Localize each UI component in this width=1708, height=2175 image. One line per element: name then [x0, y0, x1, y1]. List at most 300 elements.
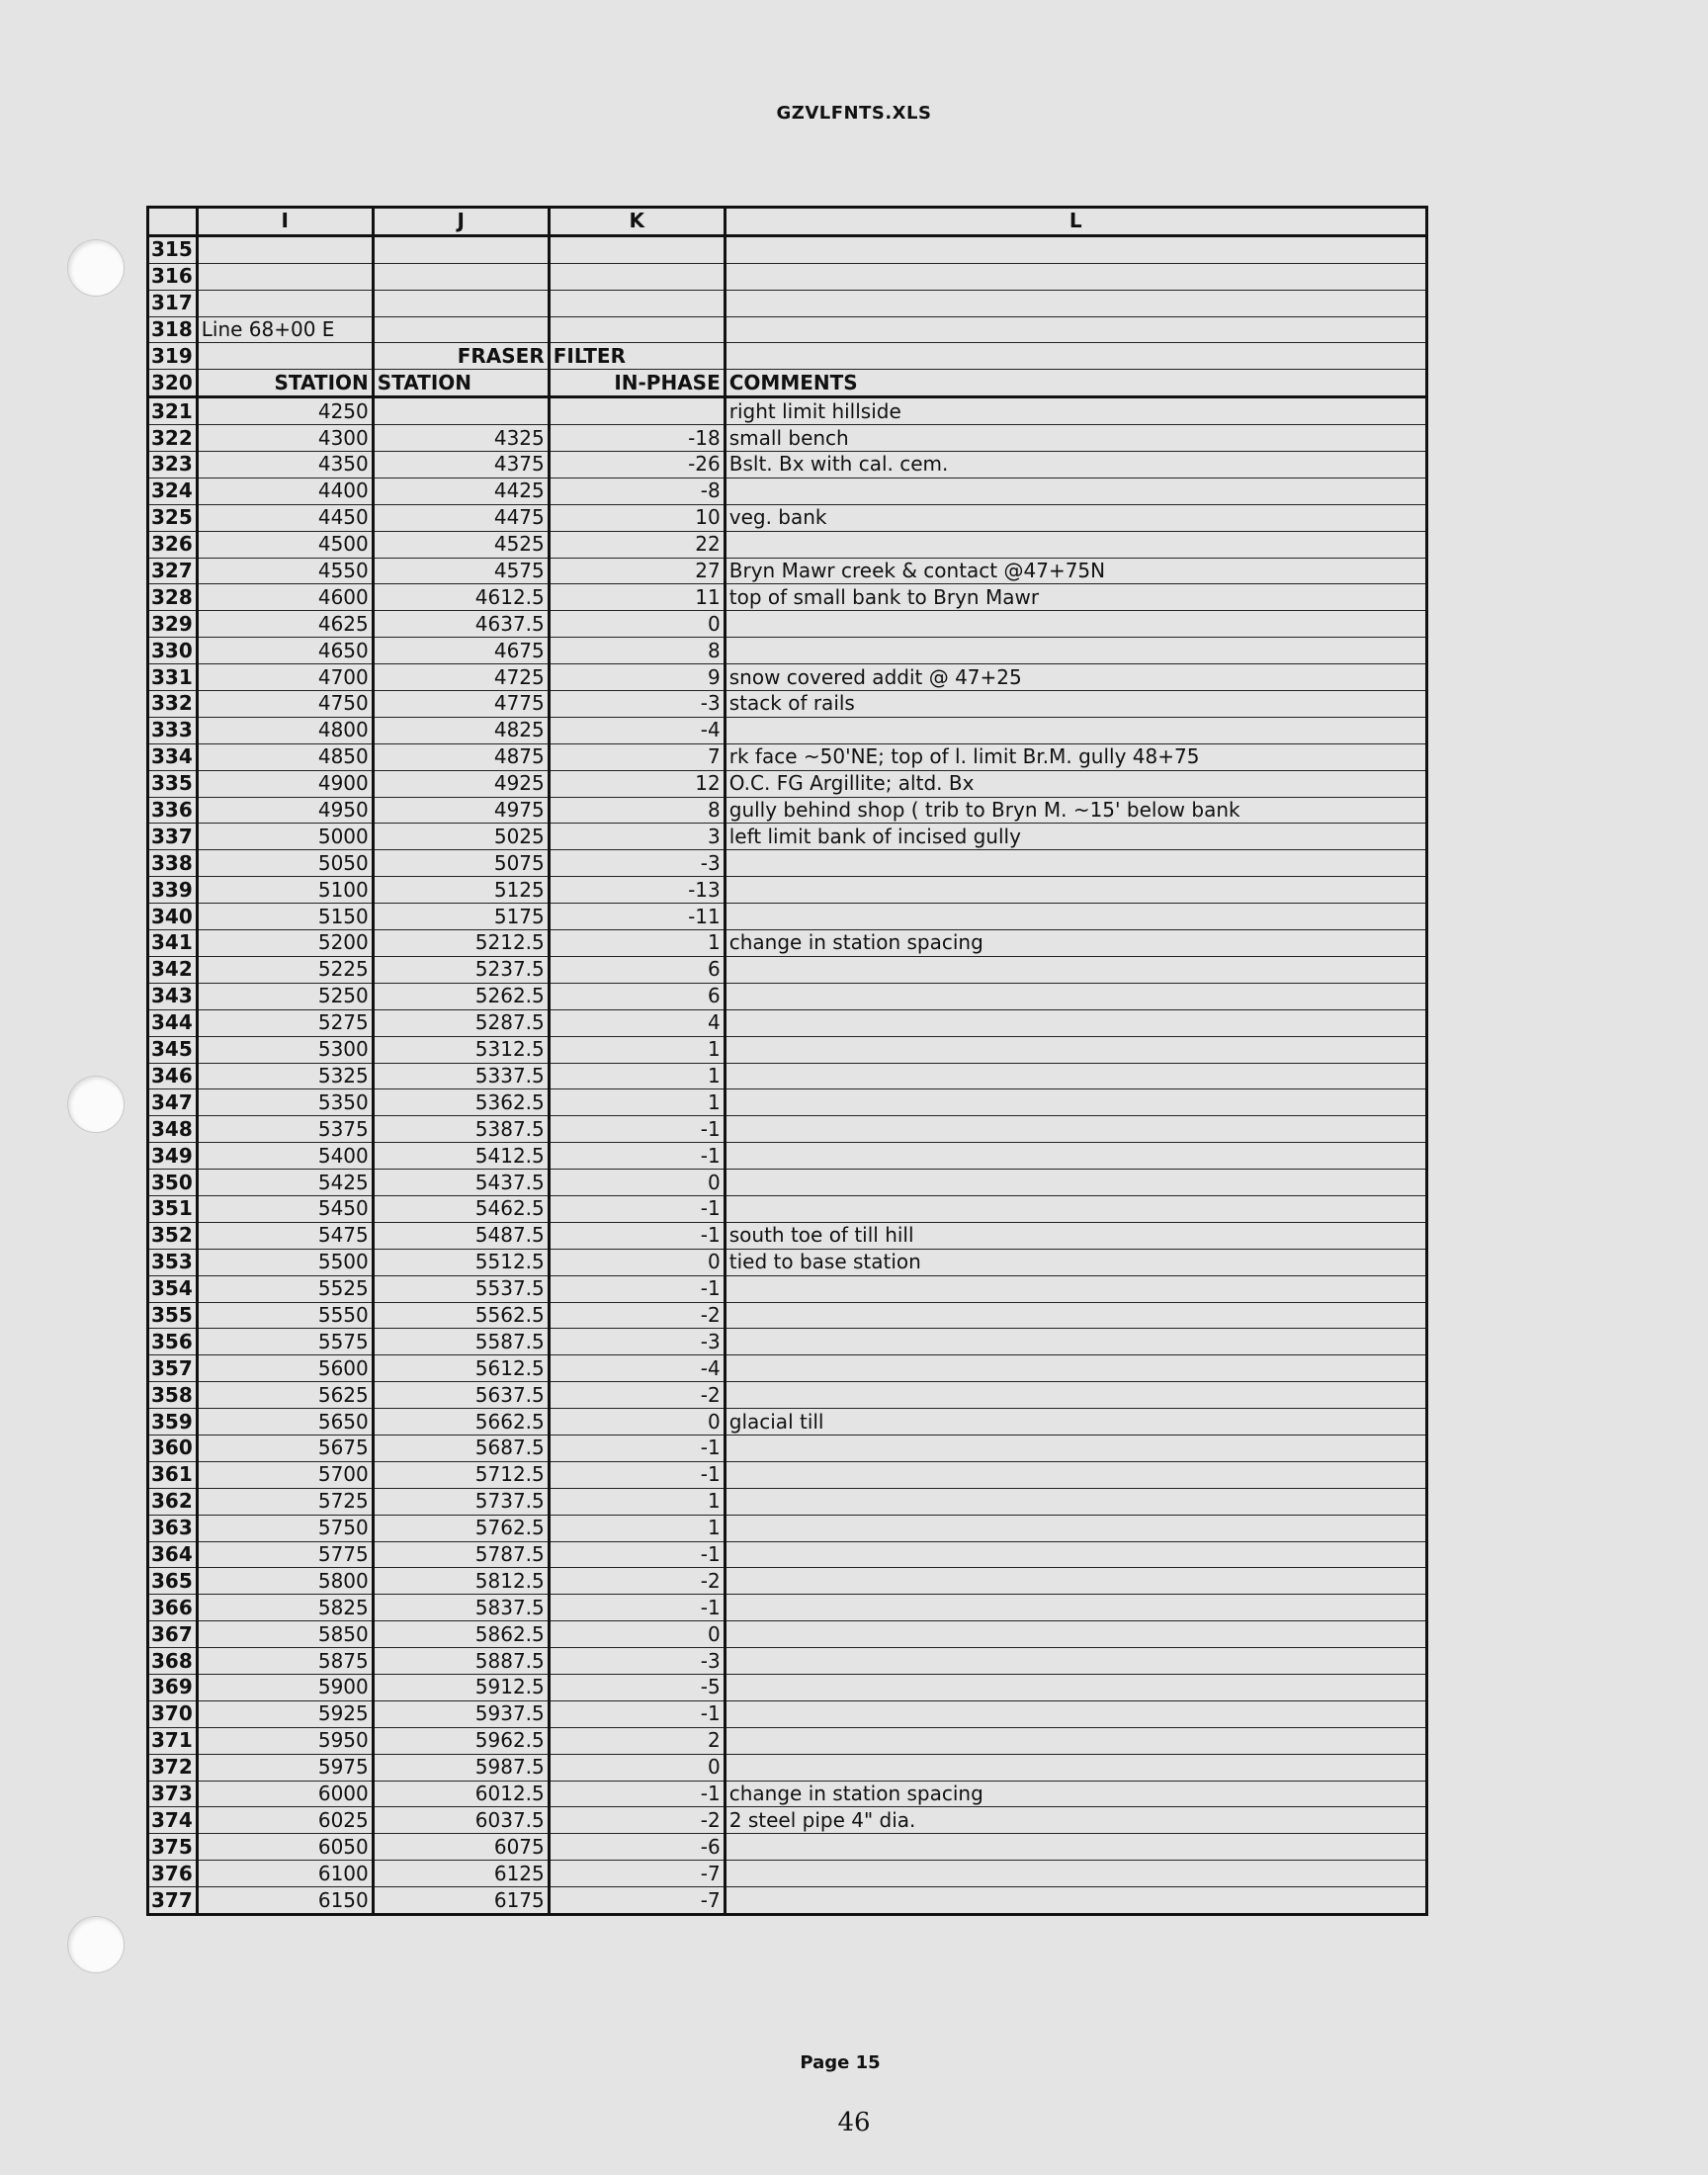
row-number: 336 — [148, 797, 198, 824]
table-row — [148, 1089, 1427, 1116]
table-row — [148, 1355, 1427, 1382]
corner-cell — [148, 208, 198, 236]
cell-comments: rk face ~50'NE; top of l. limit Br.M. gully 48+75 — [725, 743, 1426, 770]
cell-in-phase: 7 — [549, 743, 725, 770]
cell-fraser-station: 4525 — [373, 531, 549, 558]
table-row — [148, 1568, 1427, 1595]
cell-in-phase: 27 — [549, 558, 725, 584]
row-number: 327 — [148, 558, 198, 584]
table-row — [148, 290, 1427, 316]
cell-station: 5725 — [197, 1488, 373, 1515]
cell-in-phase: 6 — [549, 956, 725, 983]
table-row — [148, 664, 1427, 691]
cell-comments — [725, 1170, 1426, 1196]
row-number: 320 — [148, 370, 198, 397]
cell-comments: gully behind shop ( trib to Bryn M. ~15' below bank — [725, 797, 1426, 824]
table-row — [148, 904, 1427, 930]
cell-in-phase: -1 — [549, 1275, 725, 1302]
column-header-i: I — [197, 208, 373, 236]
row-number: 368 — [148, 1648, 198, 1675]
binder-hole — [67, 1076, 125, 1133]
row-number: 356 — [148, 1329, 198, 1355]
cell-in-phase: 0 — [549, 1409, 725, 1436]
cell-comments: small bench — [725, 425, 1426, 452]
cell-comments: veg. bank — [725, 504, 1426, 531]
cell-station: 4700 — [197, 664, 373, 691]
cell-station: 4650 — [197, 638, 373, 664]
cell-station: 4300 — [197, 425, 373, 452]
cell-fraser-station: 5262.5 — [373, 983, 549, 1009]
cell-in-phase: -1 — [549, 1222, 725, 1249]
cell-comments — [725, 1116, 1426, 1143]
cell-station: 5750 — [197, 1515, 373, 1541]
cell-in-phase: 1 — [549, 1063, 725, 1089]
cell-comments: 2 steel pipe 4" dia. — [725, 1807, 1426, 1834]
row-number: 377 — [148, 1887, 198, 1915]
row-number: 375 — [148, 1834, 198, 1861]
cell-comments: Bryn Mawr creek & contact @47+75N — [725, 558, 1426, 584]
row-number: 329 — [148, 611, 198, 638]
table-row — [148, 1409, 1427, 1436]
cell-in-phase: 11 — [549, 584, 725, 611]
cell-fraser-station: 5837.5 — [373, 1595, 549, 1621]
table-row — [148, 425, 1427, 452]
cell-comments — [725, 1541, 1426, 1568]
cell-station — [197, 290, 373, 316]
cell-comments — [725, 1861, 1426, 1887]
cell-station: 4800 — [197, 717, 373, 743]
row-number: 319 — [148, 343, 198, 370]
cell-station: 5550 — [197, 1302, 373, 1329]
cell-in-phase: 1 — [549, 1488, 725, 1515]
cell-in-phase: -3 — [549, 1329, 725, 1355]
file-title: GZVLFNTS.XLS — [776, 103, 932, 124]
table-row — [148, 397, 1427, 425]
cell-fraser-station: 5737.5 — [373, 1488, 549, 1515]
row-number: 332 — [148, 691, 198, 718]
table-row — [148, 263, 1427, 290]
cell-comments — [725, 717, 1426, 743]
row-number: 367 — [148, 1621, 198, 1648]
cell-station: 5950 — [197, 1727, 373, 1754]
row-number: 316 — [148, 263, 198, 290]
cell-fraser-station: 4425 — [373, 478, 549, 504]
cell-comments — [725, 1568, 1426, 1595]
cell-in-phase: 0 — [549, 1170, 725, 1196]
cell-fraser-station: 5812.5 — [373, 1568, 549, 1595]
cell-fraser-station: 5687.5 — [373, 1435, 549, 1461]
cell-station: STATION — [197, 370, 373, 397]
cell-comments — [725, 956, 1426, 983]
cell-fraser-station: 5125 — [373, 877, 549, 904]
row-number: 334 — [148, 743, 198, 770]
row-number: 338 — [148, 850, 198, 877]
cell-in-phase: -1 — [549, 1435, 725, 1461]
row-number: 364 — [148, 1541, 198, 1568]
cell-in-phase: -2 — [549, 1807, 725, 1834]
cell-in-phase: -18 — [549, 425, 725, 452]
table-row — [148, 316, 1427, 343]
cell-in-phase: -3 — [549, 850, 725, 877]
cell-in-phase — [549, 290, 725, 316]
cell-fraser-station: 4825 — [373, 717, 549, 743]
cell-in-phase: -3 — [549, 1648, 725, 1675]
cell-in-phase: -1 — [549, 1116, 725, 1143]
cell-fraser-station: 5075 — [373, 850, 549, 877]
row-number: 353 — [148, 1249, 198, 1275]
cell-station: 5325 — [197, 1063, 373, 1089]
row-number: 317 — [148, 290, 198, 316]
cell-comments — [725, 638, 1426, 664]
cell-fraser-station: 5987.5 — [373, 1754, 549, 1781]
row-number: 340 — [148, 904, 198, 930]
cell-in-phase: 2 — [549, 1727, 725, 1754]
row-number: 345 — [148, 1036, 198, 1063]
table-row — [148, 1541, 1427, 1568]
cell-station: 5200 — [197, 930, 373, 957]
cell-station: 4900 — [197, 770, 373, 797]
cell-comments: right limit hillside — [725, 397, 1426, 425]
row-number: 330 — [148, 638, 198, 664]
cell-fraser-station: 5287.5 — [373, 1009, 549, 1036]
cell-in-phase: -2 — [549, 1382, 725, 1409]
table-row — [148, 1834, 1427, 1861]
cell-station: 5275 — [197, 1009, 373, 1036]
cell-in-phase: -13 — [549, 877, 725, 904]
cell-fraser-station: 4725 — [373, 664, 549, 691]
row-number: 339 — [148, 877, 198, 904]
column-header-row — [148, 208, 1427, 236]
table-row — [148, 1143, 1427, 1170]
row-number: 376 — [148, 1861, 198, 1887]
cell-in-phase: -1 — [549, 1700, 725, 1727]
cell-in-phase: 1 — [549, 930, 725, 957]
table-row — [148, 983, 1427, 1009]
sheet-body — [148, 235, 1427, 1914]
table-row — [148, 1382, 1427, 1409]
row-number: 360 — [148, 1435, 198, 1461]
row-number: 331 — [148, 664, 198, 691]
cell-station: 5000 — [197, 824, 373, 850]
cell-in-phase: -8 — [549, 478, 725, 504]
cell-comments — [725, 1329, 1426, 1355]
cell-fraser-station: 6012.5 — [373, 1781, 549, 1807]
table-row — [148, 1807, 1427, 1834]
cell-comments: Bslt. Bx with cal. cem. — [725, 452, 1426, 478]
table-row — [148, 1754, 1427, 1781]
row-number: 372 — [148, 1754, 198, 1781]
cell-comments — [725, 1195, 1426, 1222]
row-number: 346 — [148, 1063, 198, 1089]
row-number: 344 — [148, 1009, 198, 1036]
cell-in-phase: -7 — [549, 1861, 725, 1887]
cell-station: 5650 — [197, 1409, 373, 1436]
cell-station: 4250 — [197, 397, 373, 425]
cell-fraser-station: 5312.5 — [373, 1036, 549, 1063]
cell-station: 5300 — [197, 1036, 373, 1063]
cell-comments — [725, 1834, 1426, 1861]
cell-in-phase: 1 — [549, 1089, 725, 1116]
cell-station: 5400 — [197, 1143, 373, 1170]
table-row — [148, 1674, 1427, 1700]
cell-comments — [725, 1700, 1426, 1727]
table-row — [148, 956, 1427, 983]
spreadsheet-table — [146, 206, 1428, 1916]
cell-fraser-station: 5587.5 — [373, 1329, 549, 1355]
cell-fraser-station: 5512.5 — [373, 1249, 549, 1275]
table-row — [148, 1515, 1427, 1541]
cell-station: 5350 — [197, 1089, 373, 1116]
cell-station: 5250 — [197, 983, 373, 1009]
binder-hole — [67, 1916, 125, 1973]
table-row — [148, 1275, 1427, 1302]
table-row — [148, 1861, 1427, 1887]
cell-fraser-station: 4925 — [373, 770, 549, 797]
cell-fraser-station: 5787.5 — [373, 1541, 549, 1568]
cell-comments — [725, 611, 1426, 638]
cell-station: 5425 — [197, 1170, 373, 1196]
cell-fraser-station: 4375 — [373, 452, 549, 478]
cell-comments — [725, 1595, 1426, 1621]
row-number: 355 — [148, 1302, 198, 1329]
cell-station: 5675 — [197, 1435, 373, 1461]
cell-comments — [725, 1648, 1426, 1675]
cell-in-phase: -26 — [549, 452, 725, 478]
cell-in-phase: 8 — [549, 638, 725, 664]
row-number: 370 — [148, 1700, 198, 1727]
cell-comments: south toe of till hill — [725, 1222, 1426, 1249]
cell-in-phase: -1 — [549, 1143, 725, 1170]
cell-in-phase: -2 — [549, 1568, 725, 1595]
cell-station: 5100 — [197, 877, 373, 904]
cell-station: 5150 — [197, 904, 373, 930]
row-number: 349 — [148, 1143, 198, 1170]
cell-comments — [725, 1009, 1426, 1036]
table-row — [148, 797, 1427, 824]
cell-fraser-station: 5762.5 — [373, 1515, 549, 1541]
cell-station: Line 68+00 E — [197, 316, 373, 343]
row-number: 347 — [148, 1089, 198, 1116]
cell-fraser-station: 4637.5 — [373, 611, 549, 638]
table-row — [148, 824, 1427, 850]
cell-comments — [725, 1302, 1426, 1329]
row-number: 333 — [148, 717, 198, 743]
row-number: 335 — [148, 770, 198, 797]
cell-fraser-station: 5412.5 — [373, 1143, 549, 1170]
row-number: 350 — [148, 1170, 198, 1196]
table-row — [148, 1249, 1427, 1275]
cell-fraser-station: 5437.5 — [373, 1170, 549, 1196]
cell-comments — [725, 1754, 1426, 1781]
row-number: 357 — [148, 1355, 198, 1382]
row-number: 348 — [148, 1116, 198, 1143]
cell-fraser-station — [373, 397, 549, 425]
cell-station: 4400 — [197, 478, 373, 504]
table-row — [148, 1195, 1427, 1222]
cell-in-phase: -4 — [549, 1355, 725, 1382]
cell-in-phase: 0 — [549, 1249, 725, 1275]
cell-comments — [725, 531, 1426, 558]
row-number: 369 — [148, 1674, 198, 1700]
table-row — [148, 504, 1427, 531]
column-header-l: L — [725, 208, 1426, 236]
cell-comments — [725, 850, 1426, 877]
cell-fraser-station: STATION — [373, 370, 549, 397]
cell-station: 6000 — [197, 1781, 373, 1807]
row-number: 358 — [148, 1382, 198, 1409]
row-number: 324 — [148, 478, 198, 504]
row-number: 323 — [148, 452, 198, 478]
cell-comments: glacial till — [725, 1409, 1426, 1436]
table-row — [148, 531, 1427, 558]
cell-comments: O.C. FG Argillite; altd. Bx — [725, 770, 1426, 797]
table-row — [148, 370, 1427, 397]
column-header-j: J — [373, 208, 549, 236]
cell-station — [197, 343, 373, 370]
table-row — [148, 1700, 1427, 1727]
cell-fraser-station: 5212.5 — [373, 930, 549, 957]
cell-in-phase: 4 — [549, 1009, 725, 1036]
cell-station: 5775 — [197, 1541, 373, 1568]
cell-fraser-station: 4875 — [373, 743, 549, 770]
table-row — [148, 1595, 1427, 1621]
cell-fraser-station: 5637.5 — [373, 1382, 549, 1409]
page-footer: Page 15 — [800, 2052, 881, 2073]
cell-comments — [725, 478, 1426, 504]
cell-comments — [725, 1435, 1426, 1461]
cell-in-phase: 1 — [549, 1036, 725, 1063]
cell-comments — [725, 1674, 1426, 1700]
table-row — [148, 638, 1427, 664]
row-number: 351 — [148, 1195, 198, 1222]
table-row — [148, 1116, 1427, 1143]
cell-fraser-station: 4575 — [373, 558, 549, 584]
cell-comments — [725, 877, 1426, 904]
cell-station: 5525 — [197, 1275, 373, 1302]
cell-fraser-station: 5662.5 — [373, 1409, 549, 1436]
cell-in-phase: -2 — [549, 1302, 725, 1329]
cell-station: 4850 — [197, 743, 373, 770]
cell-fraser-station: 5462.5 — [373, 1195, 549, 1222]
cell-comments: COMMENTS — [725, 370, 1426, 397]
row-number: 374 — [148, 1807, 198, 1834]
cell-fraser-station: 4475 — [373, 504, 549, 531]
table-row — [148, 1488, 1427, 1515]
table-row — [148, 1222, 1427, 1249]
cell-comments: change in station spacing — [725, 930, 1426, 957]
cell-station: 4450 — [197, 504, 373, 531]
cell-station — [197, 235, 373, 263]
cell-fraser-station: 5387.5 — [373, 1116, 549, 1143]
cell-station: 6150 — [197, 1887, 373, 1915]
table-row — [148, 452, 1427, 478]
cell-fraser-station: 5362.5 — [373, 1089, 549, 1116]
cell-in-phase: IN-PHASE — [549, 370, 725, 397]
cell-station: 5375 — [197, 1116, 373, 1143]
cell-fraser-station: 4775 — [373, 691, 549, 718]
cell-fraser-station: 5887.5 — [373, 1648, 549, 1675]
cell-comments — [725, 1887, 1426, 1915]
cell-fraser-station: 5337.5 — [373, 1063, 549, 1089]
row-number: 343 — [148, 983, 198, 1009]
cell-station: 5800 — [197, 1568, 373, 1595]
cell-in-phase: -1 — [549, 1195, 725, 1222]
table-row — [148, 235, 1427, 263]
table-row — [148, 1329, 1427, 1355]
cell-fraser-station: 5537.5 — [373, 1275, 549, 1302]
cell-fraser-station: 5175 — [373, 904, 549, 930]
cell-station: 4750 — [197, 691, 373, 718]
table-row — [148, 743, 1427, 770]
cell-in-phase: 6 — [549, 983, 725, 1009]
cell-comments — [725, 1461, 1426, 1488]
cell-station: 5850 — [197, 1621, 373, 1648]
cell-comments — [725, 983, 1426, 1009]
cell-in-phase: 10 — [549, 504, 725, 531]
row-number: 315 — [148, 235, 198, 263]
cell-fraser-station: 5912.5 — [373, 1674, 549, 1700]
cell-station: 5900 — [197, 1674, 373, 1700]
row-number: 337 — [148, 824, 198, 850]
cell-comments: stack of rails — [725, 691, 1426, 718]
cell-in-phase: -11 — [549, 904, 725, 930]
cell-station: 5050 — [197, 850, 373, 877]
cell-comments: tied to base station — [725, 1249, 1426, 1275]
row-number: 342 — [148, 956, 198, 983]
table-row — [148, 717, 1427, 743]
cell-station: 5450 — [197, 1195, 373, 1222]
cell-comments — [725, 904, 1426, 930]
cell-in-phase: FILTER — [549, 343, 725, 370]
table-row — [148, 1063, 1427, 1089]
cell-comments: top of small bank to Bryn Mawr — [725, 584, 1426, 611]
table-row — [148, 1302, 1427, 1329]
cell-in-phase: 12 — [549, 770, 725, 797]
row-number: 354 — [148, 1275, 198, 1302]
cell-fraser-station: 6125 — [373, 1861, 549, 1887]
page-number: 46 — [837, 2108, 871, 2137]
table-row — [148, 611, 1427, 638]
table-row — [148, 1461, 1427, 1488]
cell-station: 4550 — [197, 558, 373, 584]
table-row — [148, 1781, 1427, 1807]
row-number: 371 — [148, 1727, 198, 1754]
cell-comments — [725, 1089, 1426, 1116]
row-number: 365 — [148, 1568, 198, 1595]
column-header-k: K — [549, 208, 725, 236]
row-number: 326 — [148, 531, 198, 558]
cell-fraser-station: 6075 — [373, 1834, 549, 1861]
cell-comments — [725, 1515, 1426, 1541]
row-number: 322 — [148, 425, 198, 452]
cell-fraser-station: 6175 — [373, 1887, 549, 1915]
cell-station: 5825 — [197, 1595, 373, 1621]
table-row — [148, 1036, 1427, 1063]
cell-comments — [725, 1275, 1426, 1302]
cell-comments — [725, 343, 1426, 370]
cell-comments — [725, 316, 1426, 343]
cell-station: 5700 — [197, 1461, 373, 1488]
cell-station: 5575 — [197, 1329, 373, 1355]
table-row — [148, 691, 1427, 718]
cell-station: 4625 — [197, 611, 373, 638]
row-number: 341 — [148, 930, 198, 957]
cell-in-phase: 0 — [549, 1621, 725, 1648]
cell-comments — [725, 1488, 1426, 1515]
cell-in-phase: 9 — [549, 664, 725, 691]
cell-comments — [725, 235, 1426, 263]
cell-station: 5875 — [197, 1648, 373, 1675]
